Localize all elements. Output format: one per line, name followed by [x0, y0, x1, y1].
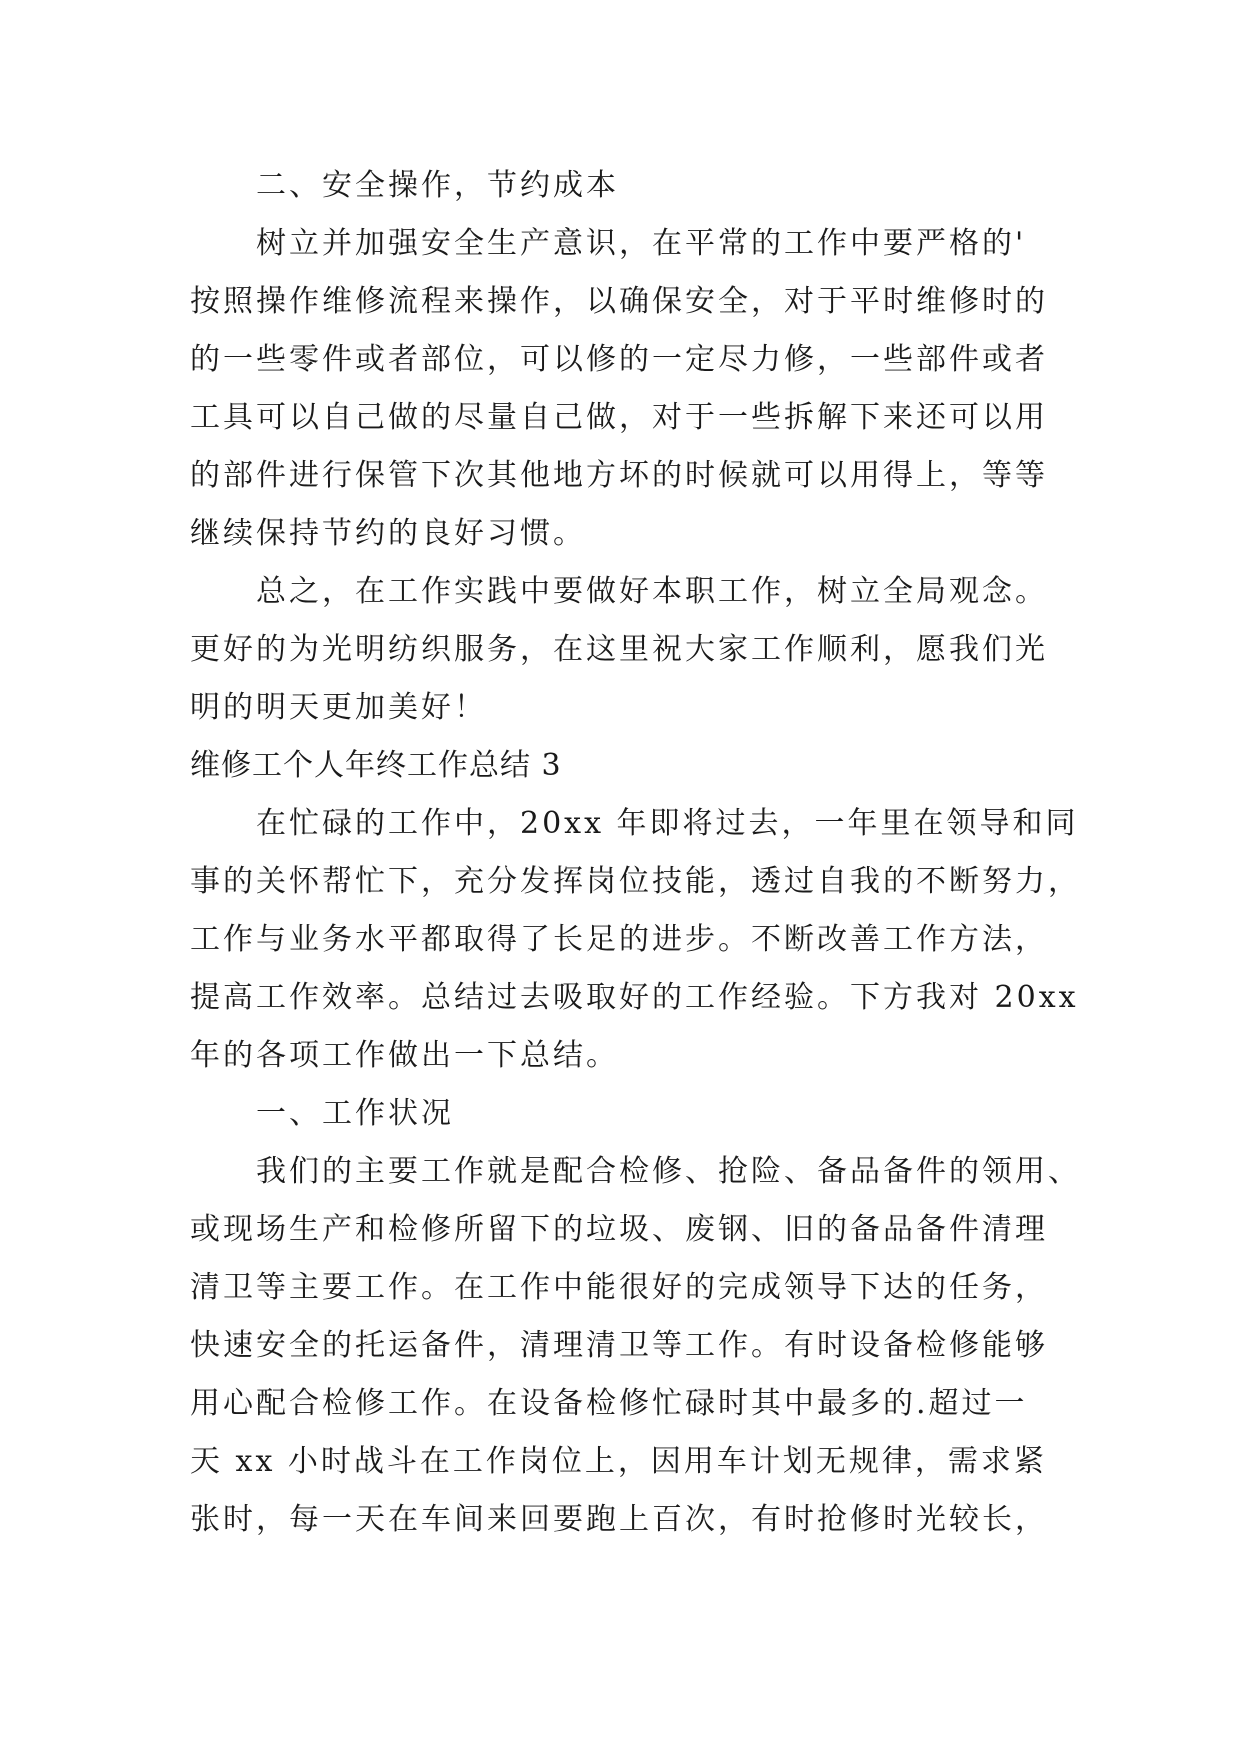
paragraph-line: 工具可以自己做的尽量自己做，对于一些拆解下来还可以用	[190, 400, 1048, 435]
paragraph-line: 树立并加强安全生产意识，在平常的工作中要严格的'	[256, 226, 1027, 261]
paragraph-line: 继续保持节约的良好习惯。	[190, 516, 586, 551]
paragraph-line: 工作与业务水平都取得了长足的进步。不断改善工作方法，	[190, 922, 1048, 957]
paragraph-line: 按照操作维修流程来操作，以确保安全，对于平时维修时的	[190, 284, 1048, 319]
paragraph-line: 提高工作效率。总结过去吸取好的工作经验。下方我对 20xx	[190, 980, 1079, 1015]
paragraph-line: 张时，每一天在车间来回要跑上百次，有时抢修时光较长，	[190, 1502, 1048, 1537]
paragraph-line: 事的关怀帮忙下，充分发挥岗位技能，透过自我的不断努力，	[190, 864, 1081, 899]
paragraph-line: 清卫等主要工作。在工作中能很好的完成领导下达的任务，	[190, 1270, 1048, 1305]
paragraph-line: 明的明天更加美好！	[190, 690, 487, 725]
paragraph-line: 在忙碌的工作中，20xx 年即将过去，一年里在领导和同	[256, 806, 1079, 841]
paragraph-line: 用心配合检修工作。在设备检修忙碌时其中最多的.超过一	[190, 1386, 1028, 1421]
section-heading: 二、安全操作，节约成本	[256, 168, 619, 203]
paragraph-line: 总之，在工作实践中要做好本职工作，树立全局观念。	[256, 574, 1048, 609]
paragraph-line: 的一些零件或者部位，可以修的一定尽力修，一些部件或者	[190, 342, 1048, 377]
document-title: 维修工个人年终工作总结 3	[190, 748, 562, 783]
paragraph-line: 或现场生产和检修所留下的垃圾、废钢、旧的备品备件清理	[190, 1212, 1048, 1247]
paragraph-line: 年的各项工作做出一下总结。	[190, 1038, 619, 1073]
paragraph-line: 快速安全的托运备件，清理清卫等工作。有时设备检修能够	[190, 1328, 1048, 1363]
paragraph-line: 更好的为光明纺织服务，在这里祝大家工作顺利，愿我们光	[190, 632, 1048, 667]
paragraph-line: 我们的主要工作就是配合检修、抢险、备品备件的领用、	[256, 1154, 1081, 1189]
paragraph-line: 天 xx 小时战斗在工作岗位上，因用车计划无规律，需求紧	[190, 1444, 1047, 1479]
paragraph-line: 的部件进行保管下次其他地方坏的时候就可以用得上，等等	[190, 458, 1048, 493]
section-heading: 一、工作状况	[256, 1096, 454, 1131]
